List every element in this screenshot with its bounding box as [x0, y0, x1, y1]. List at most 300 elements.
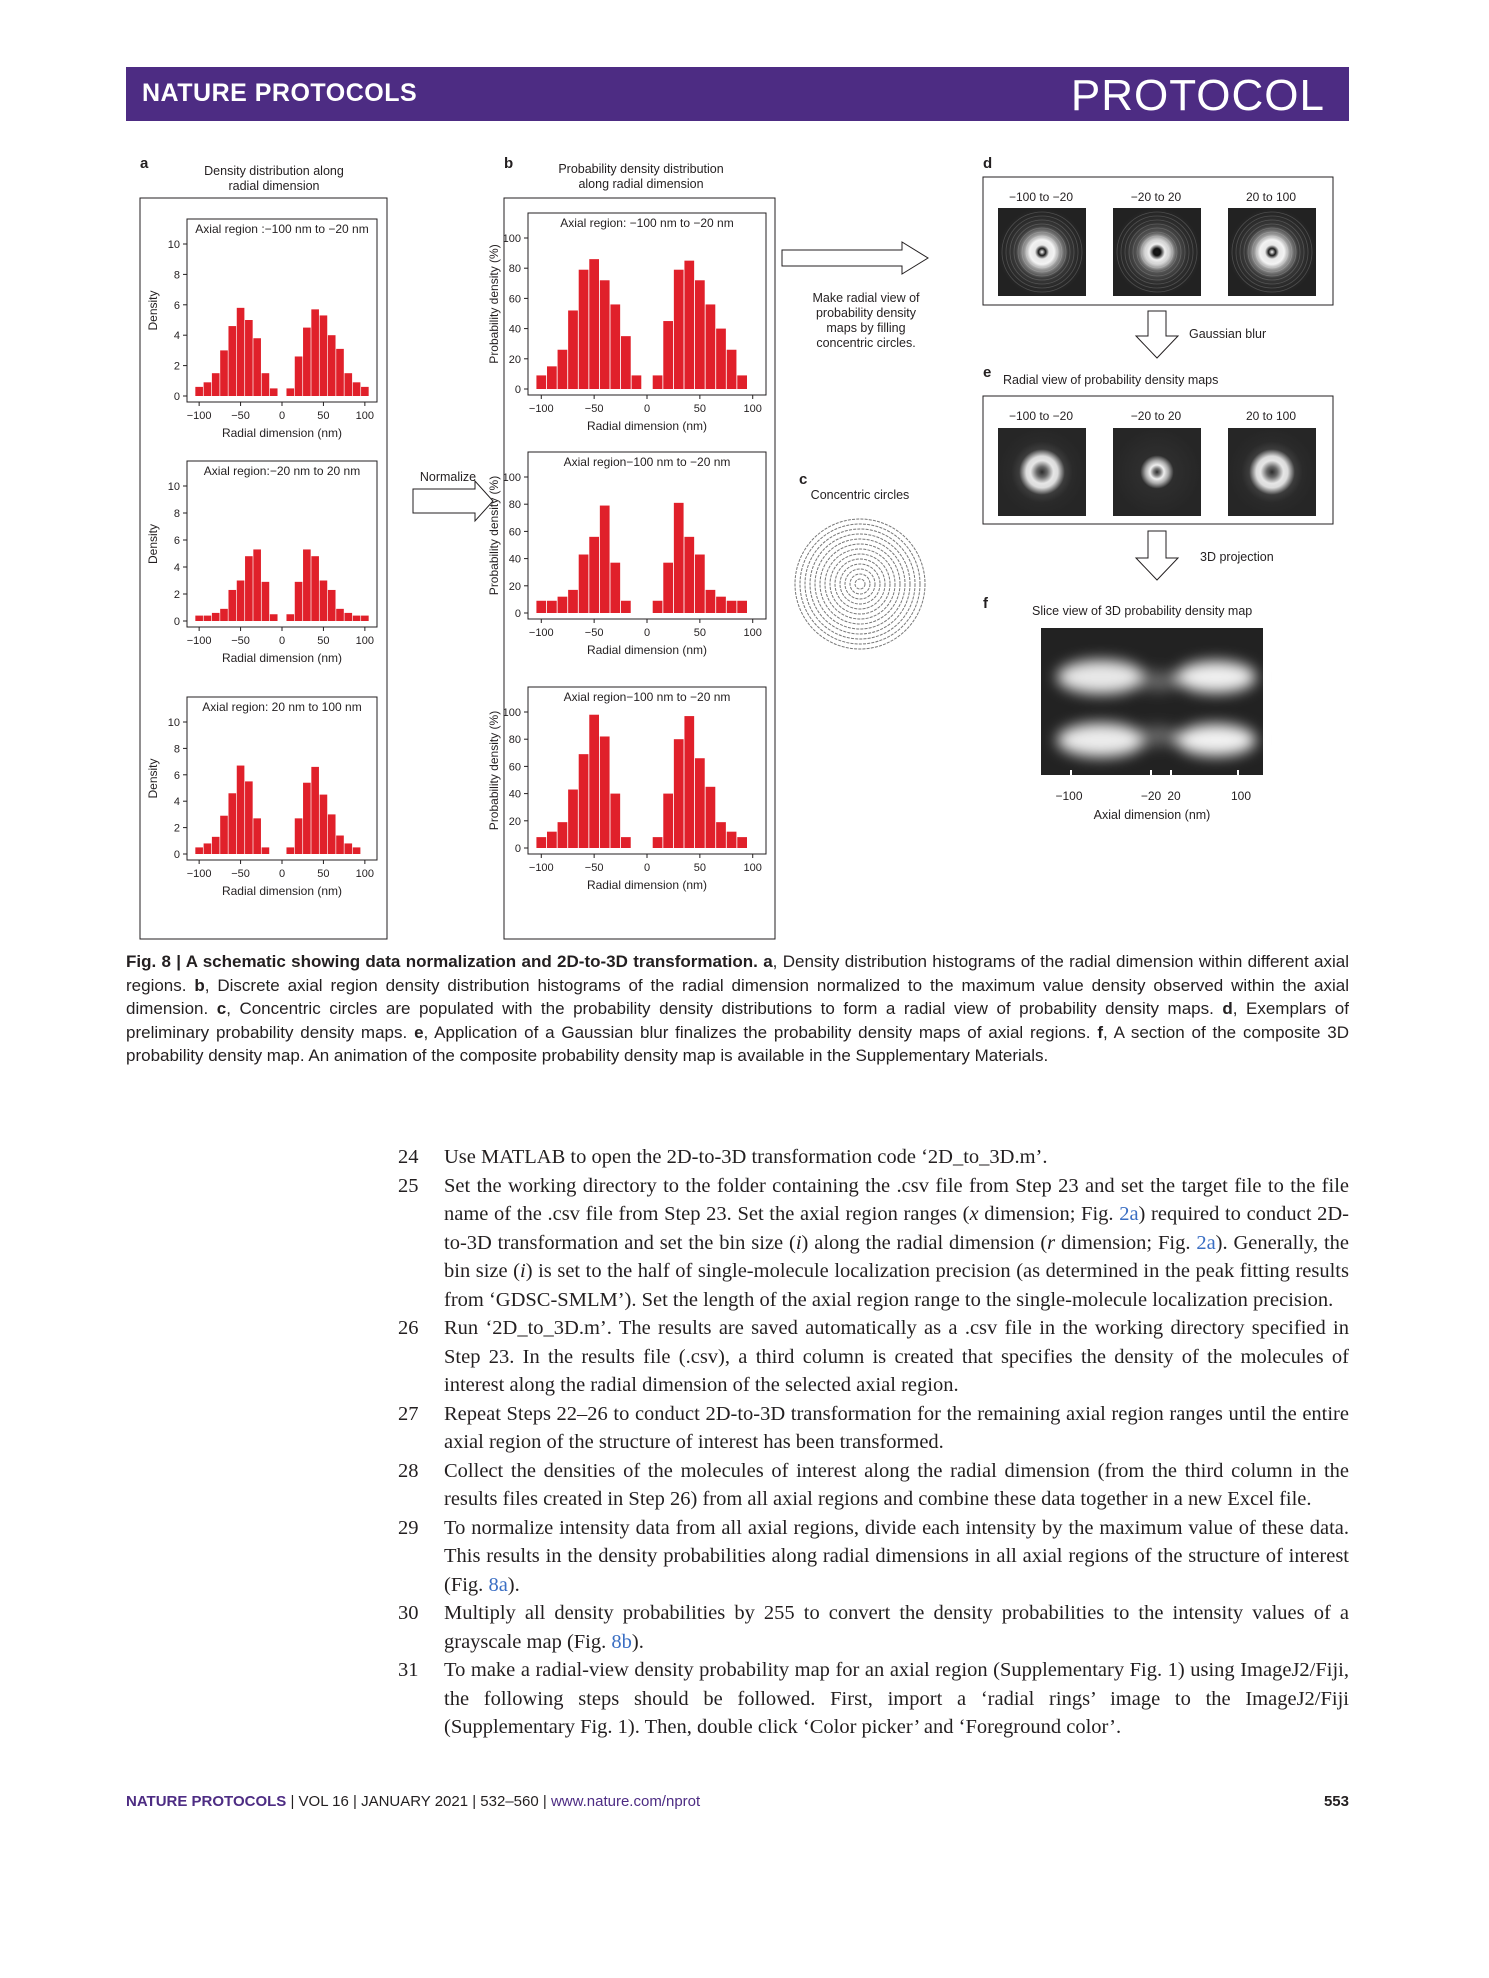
plot-frame [187, 697, 377, 860]
plot-title: Axial region :−100 nm to −20 nm [195, 222, 369, 236]
slice-xlabel: Axial dimension (nm) [1093, 808, 1211, 822]
y-tick-label: 20 [508, 353, 521, 366]
x-tick-label: 100 [355, 635, 375, 647]
bar [204, 382, 212, 396]
x-tick-label: −50 [231, 868, 250, 880]
bar [361, 616, 369, 621]
bar [684, 716, 694, 848]
bar [245, 556, 253, 621]
bar [600, 736, 610, 848]
step-text: To make a radial-view density probability map for an axial region (Supplementary Fig. 1) using ImageJ2/Fiji, the following steps should be followed. First, import a ‘radial rings’ image to the ImageJ2/Fiji (Supplementary Fig. 1). Then, double click ‘Color picker’ and ‘Foreground color’. [444, 1659, 1349, 1738]
bar [303, 549, 311, 621]
bar [684, 537, 694, 613]
x-axis-label: Radial dimension (nm) [221, 651, 343, 665]
bar [695, 555, 705, 613]
histogram-b3 [487, 687, 766, 892]
y-tick-label: 20 [508, 580, 521, 593]
step-number: 30 [398, 1602, 419, 1624]
caption-label: Fig. 8 | A schematic showing data normalization and 2D-to-3D transformation. [126, 952, 758, 971]
x-tick-label: 0 [643, 862, 651, 874]
ring [840, 564, 880, 604]
bar [653, 601, 663, 613]
normalize-arrow [413, 481, 493, 521]
plot-title: Axial region: 20 nm to 100 nm [202, 700, 362, 714]
y-tick-label: 4 [173, 796, 180, 809]
y-tick-label: 8 [173, 269, 180, 282]
bar [295, 356, 303, 396]
x-tick-label: −100 [186, 410, 212, 422]
bar [245, 320, 253, 396]
x-tick-label: 0 [278, 635, 286, 647]
bar [220, 816, 228, 854]
histogram-a3 [146, 697, 377, 898]
y-axis-label: Probability density (%) [487, 710, 501, 831]
ring [830, 554, 890, 614]
slice-tick-4: 100 [1230, 789, 1252, 803]
bar [674, 503, 684, 613]
x-axis-label: Radial dimension (nm) [586, 419, 708, 433]
y-tick-label: 80 [508, 734, 521, 747]
bar [579, 270, 589, 389]
x-axis-label: Radial dimension (nm) [221, 884, 343, 898]
x-tick-label: −50 [584, 862, 604, 874]
ring [820, 544, 900, 624]
bar [536, 601, 546, 613]
caption-d-text: , Exemplars of preliminary probability density maps. [126, 999, 1349, 1042]
caption-c-text: , Concentric circles are populated with the probability density distributions to form a radial view of probability density maps. [226, 999, 1214, 1018]
journal-name: NATURE PROTOCOLS [142, 79, 418, 107]
y-tick-label: 0 [173, 391, 180, 403]
y-axis-label: Probability density (%) [487, 475, 501, 596]
bar [295, 818, 303, 854]
gaussian-blur-label: Gaussian blur [1189, 327, 1267, 341]
bar [336, 836, 344, 854]
page-footer [126, 1793, 1349, 1810]
step-text: Collect the densities of the molecules of interest along the radial dimension (from the third column in the results files created in Step 26) from all axial regions and combine these data together in a new Excel file. [444, 1459, 1349, 1510]
bar [220, 609, 228, 621]
step-text: Set the working directory to the folder containing the .csv file from Step 23 and set the target file to the file name of the .csv file from Step 23. Set the axial region ranges (x dimension; Fig. 2a) required to conduct 2D-to-3D transformation and set the bin size (i) along the radial dimension (r dimension; Fig. 2a). Generally, the bin size (i) is set to the half of single-molecule localization precision (as determined in the peak fitting results from ‘GDSC-SMLM’). Set the length of the axial region range to the single-molecule localization precision. [444, 1174, 1350, 1311]
bar [716, 329, 726, 389]
bar [674, 270, 684, 389]
panel-b-letter: b [504, 155, 514, 172]
step-text: To normalize intensity data from all axial regions, divide each intensity by the maximum value of these data. This results in the density probabilities along radial dimensions in all axial regions of the structure of interest (Fig. 8a). [444, 1516, 1349, 1596]
y-tick-label: 0 [514, 608, 521, 620]
bar [589, 259, 599, 389]
histogram-b1 [487, 213, 766, 433]
y-tick-label: 40 [508, 323, 521, 336]
panel-e-maps [998, 409, 1316, 516]
caption-a-letter: a [763, 952, 773, 971]
y-tick-label: 40 [508, 788, 521, 801]
step-28 [398, 1457, 1349, 1514]
slice-tick-1: −100 [1055, 789, 1083, 803]
bar [253, 818, 261, 854]
footer-info: | VOL 16 | JANUARY 2021 | 532–560 | [286, 1793, 551, 1810]
bar [195, 616, 203, 621]
panel-b-title-1: Probability density distribution [558, 162, 724, 176]
page-number: 553 [1323, 1793, 1349, 1810]
y-tick-label: 6 [173, 769, 180, 782]
bar [361, 387, 369, 396]
x-tick-label: −50 [231, 410, 250, 422]
step-number: 29 [398, 1516, 419, 1539]
plot-frame [187, 461, 377, 627]
bar [600, 506, 610, 613]
plot-frame [528, 452, 766, 619]
plot-title: Axial region−100 nm to −20 nm [563, 455, 731, 469]
make-radial-text-1: Make radial view of [812, 291, 920, 305]
y-tick-label: 80 [508, 499, 521, 512]
bar [195, 387, 203, 396]
step-number: 28 [398, 1459, 419, 1482]
histogram-b2 [487, 452, 766, 657]
bar [328, 335, 336, 396]
x-tick-label: 100 [355, 868, 375, 880]
map-d-2 [1113, 208, 1201, 296]
y-tick-label: 10 [167, 239, 180, 251]
ring [815, 539, 905, 629]
bar [270, 388, 278, 396]
y-tick-label: 2 [173, 589, 180, 601]
bar [706, 590, 716, 613]
plot-title: Axial region: −100 nm to −20 nm [560, 216, 734, 230]
bar [270, 614, 278, 621]
step-number: 27 [398, 1402, 419, 1425]
bar [727, 601, 737, 613]
bar [653, 375, 663, 389]
caption-f-letter: f [1097, 1022, 1103, 1042]
bar [212, 613, 220, 621]
bar [706, 787, 716, 848]
panel-c-letter: c [799, 471, 808, 488]
bar [311, 767, 319, 854]
bar [353, 847, 361, 854]
bar [253, 549, 261, 621]
panel-a-plots [146, 219, 377, 898]
caption-a-text: , Density distribution histograms of the radial dimension within different axial regions. [126, 952, 1349, 995]
panel-e-label-3: 20 to 100 [1245, 409, 1297, 423]
y-tick-label: 6 [173, 535, 180, 547]
bar [568, 310, 578, 389]
panel-e-label-2: −20 to 20 [1130, 409, 1182, 423]
bar [621, 601, 631, 613]
bar [204, 843, 212, 854]
bar [558, 350, 568, 389]
map-e-1 [998, 428, 1086, 516]
panel-e-title: Radial view of probability density maps [1003, 373, 1219, 387]
y-tick-label: 8 [173, 508, 180, 520]
bar [737, 601, 747, 613]
bar [286, 614, 294, 621]
y-tick-label: 2 [173, 822, 180, 835]
bar [621, 336, 631, 389]
map-e-3 [1228, 428, 1316, 516]
bar [663, 321, 673, 389]
y-tick-label: 4 [173, 330, 180, 343]
bar [228, 590, 236, 621]
y-tick-label: 4 [173, 562, 180, 574]
map-d-1 [998, 208, 1086, 296]
y-tick-label: 60 [508, 526, 521, 539]
bar [237, 308, 245, 396]
step-29 [398, 1514, 1349, 1600]
bar [547, 601, 557, 613]
y-tick-label: 0 [173, 849, 180, 861]
panel-d-letter: d [983, 155, 993, 172]
map-d-3 [1228, 208, 1316, 296]
make-radial-text-4: concentric circles. [816, 336, 916, 350]
y-tick-label: 2 [173, 360, 180, 373]
bar [663, 794, 673, 848]
caption-e-letter: e [414, 1022, 424, 1042]
bar [589, 537, 599, 613]
bar [536, 375, 546, 389]
x-tick-label: 0 [278, 868, 286, 880]
bar [303, 328, 311, 396]
plot-title: Axial region:−20 nm to 20 nm [203, 464, 361, 478]
bar [695, 758, 705, 848]
bar [262, 847, 270, 854]
step-number: 24 [398, 1146, 419, 1168]
bar [621, 837, 631, 848]
step-text: Run ‘2D_to_3D.m’. The results are saved automatically as a .csv file in the working directory specified in Step 23. In the results file (.csv), a third column is created that specifies the density of the molecules of interest along the radial dimension of the selected axial region. [444, 1317, 1349, 1396]
figure-8 [126, 148, 1349, 948]
y-tick-label: 100 [502, 472, 521, 484]
x-tick-label: 100 [743, 627, 762, 639]
fig-2a-link[interactable]: 2a [1119, 1203, 1139, 1225]
bar [320, 795, 328, 854]
panel-b-frame [504, 198, 775, 939]
protocol-steps [398, 1143, 1349, 1742]
x-tick-label: 50 [317, 635, 330, 647]
x-tick-label: 0 [643, 627, 651, 639]
x-axis-label: Radial dimension (nm) [586, 643, 708, 657]
ring [855, 579, 865, 589]
y-tick-label: 60 [508, 761, 521, 774]
x-tick-label: −50 [231, 635, 250, 647]
bar [600, 280, 610, 389]
bar [695, 280, 705, 389]
bar [320, 315, 328, 396]
bar [716, 597, 726, 613]
radial-view-arrow [782, 242, 928, 274]
step-26 [398, 1314, 1349, 1400]
panel-b-plots [487, 213, 766, 892]
y-tick-label: 10 [167, 481, 180, 493]
y-tick-label: 100 [502, 233, 521, 245]
bar [336, 349, 344, 396]
bar [674, 739, 684, 848]
bar [228, 793, 236, 854]
step-text: Multiply all density probabilities by 255 to convert the density probabilities to the intensity values of a grayscale map (Fig. 8b). [444, 1602, 1349, 1653]
plot-title: Axial region−100 nm to −20 nm [563, 690, 731, 704]
bar [311, 309, 319, 396]
caption-c-letter: c [216, 999, 227, 1018]
y-tick-label: 20 [508, 815, 521, 828]
step-31 [398, 1656, 1349, 1742]
step-number: 26 [398, 1317, 419, 1339]
bar [212, 837, 220, 854]
x-tick-label: 0 [278, 410, 286, 422]
x-tick-label: −100 [528, 862, 554, 874]
bar [547, 832, 557, 848]
x-tick-label: −100 [186, 868, 212, 880]
bar [204, 616, 212, 621]
y-tick-label: 100 [502, 707, 521, 719]
panel-d-label-2: −20 to 20 [1130, 190, 1182, 204]
make-radial-text-3: maps by filling [826, 321, 906, 335]
projection-arrow [1136, 531, 1178, 580]
bar [295, 582, 303, 621]
caption-b-text: , Discrete axial region density distribution histograms of the radial dimension normalized to the maximum value density observed within the axial dimension. [126, 975, 1349, 1018]
bar [684, 261, 694, 389]
x-tick-label: 100 [355, 410, 375, 422]
histogram-a2 [146, 461, 377, 665]
x-tick-label: 100 [743, 862, 762, 874]
x-tick-label: 50 [693, 862, 706, 874]
bar [568, 790, 578, 848]
y-tick-label: 40 [508, 553, 521, 566]
y-tick-label: 6 [173, 299, 180, 312]
bar [262, 373, 270, 396]
panel-e-label-1: −100 to −20 [1008, 409, 1074, 423]
x-tick-label: 0 [643, 403, 651, 415]
y-tick-label: 10 [167, 717, 180, 729]
step-24 [398, 1143, 1349, 1172]
x-tick-label: −50 [584, 403, 604, 415]
section-label: PROTOCOL [1070, 71, 1325, 120]
x-tick-label: 50 [693, 627, 706, 639]
y-tick-label: 0 [173, 616, 180, 628]
caption-e-text: , Application of a Gaussian blur finalizes the probability density maps of axial regions. [423, 1022, 1091, 1042]
map-e-2 [1113, 428, 1201, 516]
bar [558, 822, 568, 848]
panel-e-letter: e [983, 364, 992, 381]
x-tick-label: 100 [743, 403, 762, 415]
step-25 [398, 1172, 1349, 1315]
bar [568, 590, 578, 613]
bar [610, 794, 620, 848]
bar [328, 590, 336, 621]
x-tick-label: 50 [317, 410, 330, 422]
bar [344, 843, 352, 854]
figure-caption [126, 950, 1349, 1068]
caption-f-text: , A section of the composite 3D probability density map. An animation of the composite probability density map is available in the Supplementary Materials. [126, 1022, 1349, 1065]
fig-8a-link[interactable]: 8a [488, 1573, 508, 1596]
panel-d-maps [998, 190, 1316, 296]
fig-2a-link[interactable]: 2a [1196, 1231, 1216, 1254]
y-tick-label: 60 [508, 293, 521, 306]
slice-tick-2: −20 [1140, 789, 1162, 803]
bar [706, 304, 716, 389]
bar [344, 613, 352, 621]
step-number: 25 [398, 1174, 419, 1197]
fig-8b-link[interactable]: 8b [611, 1630, 632, 1653]
x-axis-label: Radial dimension (nm) [586, 878, 708, 892]
concentric-circles-image [795, 519, 925, 649]
bar [237, 581, 245, 622]
bar [589, 715, 599, 848]
page-header [126, 67, 1349, 121]
y-tick-label: 0 [514, 384, 521, 396]
ring [800, 524, 920, 644]
bar [311, 556, 319, 621]
panel-b-title-2: along radial dimension [578, 177, 704, 191]
slice-tick-3: 20 [1167, 789, 1181, 803]
panel-a-letter: a [140, 155, 149, 172]
x-axis-label: Radial dimension (nm) [221, 426, 343, 440]
step-text: Use MATLAB to open the 2D-to-3D transformation code ‘2D_to_3D.m’. [444, 1146, 1048, 1168]
bar [212, 373, 220, 396]
y-tick-label: 0 [514, 843, 521, 855]
bar [716, 822, 726, 848]
normalize-label: Normalize [419, 470, 477, 484]
footer-url[interactable]: www.nature.com/nprot [550, 1793, 701, 1810]
histogram-a1 [146, 219, 377, 440]
bar [558, 597, 568, 613]
x-tick-label: −100 [528, 403, 554, 415]
x-tick-label: −50 [584, 627, 604, 639]
step-27 [398, 1400, 1349, 1457]
step-text: Repeat Steps 22–26 to conduct 2D-to-3D transformation for the remaining axial region ranges until the entire axial region of the structure of interest has been transformed. [444, 1402, 1349, 1453]
bar [610, 304, 620, 389]
footer-journal: NATURE PROTOCOLS [126, 1793, 287, 1810]
bar [579, 754, 589, 848]
step-number: 31 [398, 1659, 419, 1681]
ring [835, 559, 885, 609]
y-tick-label: 8 [173, 743, 180, 756]
panel-a-title-1: Density distribution along [204, 164, 344, 178]
bar [195, 847, 203, 854]
bar [547, 366, 557, 389]
bar [237, 766, 245, 854]
step-30 [398, 1599, 1349, 1656]
panel-c-title: Concentric circles [810, 488, 910, 502]
bar [253, 338, 261, 396]
gaussian-blur-arrow [1136, 311, 1178, 358]
y-axis-label: Density [146, 758, 160, 799]
bar [320, 581, 328, 622]
ring [850, 574, 870, 594]
y-axis-label: Density [146, 523, 160, 565]
projection-label: 3D projection [1200, 550, 1274, 564]
bar [220, 350, 228, 396]
bar [610, 563, 620, 613]
bar [536, 837, 546, 848]
panel-d-label-3: 20 to 100 [1245, 190, 1297, 204]
bar [286, 388, 294, 396]
panel-f-letter: f [983, 595, 988, 612]
bar [353, 382, 361, 396]
x-tick-label: −100 [528, 627, 554, 639]
bar [228, 326, 236, 396]
bar [653, 837, 663, 848]
y-axis-label: Probability density (%) [487, 244, 501, 364]
bar [303, 783, 311, 854]
ring [805, 529, 915, 639]
x-tick-label: 50 [693, 403, 706, 415]
bar [328, 814, 336, 854]
bar [245, 781, 253, 854]
bar [727, 350, 737, 389]
bar [286, 847, 294, 854]
x-tick-label: −100 [186, 635, 212, 647]
y-tick-label: 80 [508, 263, 521, 276]
bar [663, 563, 673, 613]
panel-a-title-2: radial dimension [228, 179, 320, 193]
bar [579, 555, 589, 613]
bar [737, 837, 747, 848]
